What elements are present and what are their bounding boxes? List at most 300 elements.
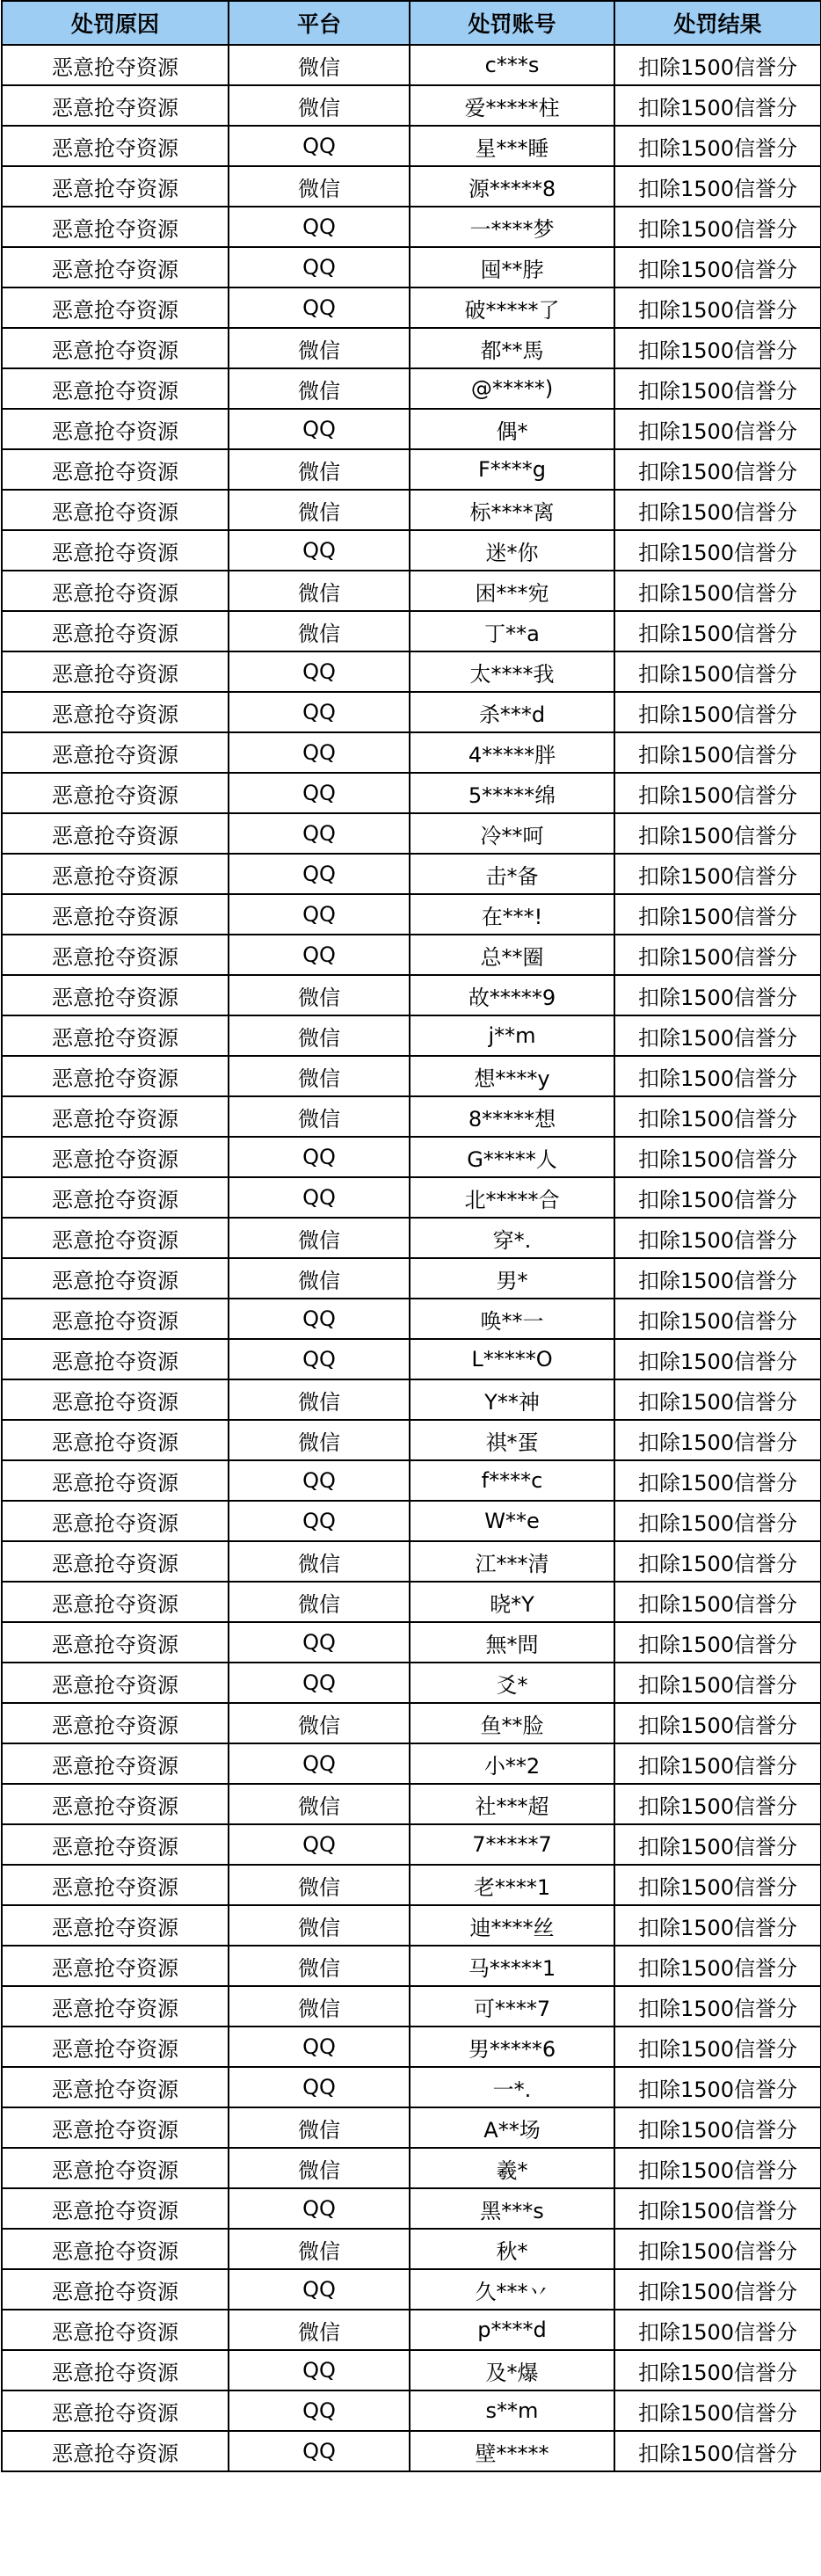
table-row — [2, 1582, 821, 1622]
cell-account: 鱼**脸 — [410, 1703, 614, 1743]
table-row — [2, 1541, 821, 1582]
cell-reason: 恶意抢夺资源 — [2, 1946, 229, 1986]
cell-reason: 恶意抢夺资源 — [2, 1784, 229, 1824]
cell-result: 扣除1500信誉分 — [614, 692, 821, 732]
cell-reason: 恶意抢夺资源 — [2, 1299, 229, 1339]
cell-account: 在***! — [410, 894, 614, 935]
cell-result: 扣除1500信誉分 — [614, 2027, 821, 2067]
cell-result: 扣除1500信誉分 — [614, 1339, 821, 1379]
cell-account: 穿*. — [410, 1218, 614, 1258]
cell-account: 星***睡 — [410, 126, 614, 166]
cell-result: 扣除1500信誉分 — [614, 2269, 821, 2310]
cell-platform: QQ — [229, 854, 410, 894]
cell-platform: 微信 — [229, 1865, 410, 1905]
table-row — [2, 1824, 821, 1865]
cell-result: 扣除1500信誉分 — [614, 530, 821, 571]
cell-account: 囤**脖 — [410, 247, 614, 287]
cell-result: 扣除1500信誉分 — [614, 1703, 821, 1743]
cell-reason: 恶意抢夺资源 — [2, 85, 229, 126]
cell-account: 杀***d — [410, 692, 614, 732]
cell-platform: 微信 — [229, 975, 410, 1015]
cell-reason: 恶意抢夺资源 — [2, 1905, 229, 1946]
cell-platform: 微信 — [229, 1379, 410, 1420]
cell-account: 無*問 — [410, 1622, 614, 1663]
cell-reason: 恶意抢夺资源 — [2, 2229, 229, 2269]
table-row — [2, 651, 821, 692]
cell-result: 扣除1500信誉分 — [614, 85, 821, 126]
cell-reason: 恶意抢夺资源 — [2, 126, 229, 166]
table-row — [2, 1905, 821, 1946]
cell-reason: 恶意抢夺资源 — [2, 692, 229, 732]
cell-result: 扣除1500信誉分 — [614, 1865, 821, 1905]
cell-account: 故*****9 — [410, 975, 614, 1015]
table-row — [2, 207, 821, 247]
cell-result: 扣除1500信誉分 — [614, 2350, 821, 2390]
cell-reason: 恶意抢夺资源 — [2, 1015, 229, 1056]
cell-account: A**场 — [410, 2107, 614, 2148]
cell-platform: QQ — [229, 2188, 410, 2229]
cell-result: 扣除1500信誉分 — [614, 2431, 821, 2471]
cell-platform: 微信 — [229, 328, 410, 368]
cell-account: c***s — [410, 45, 614, 85]
cell-platform: 微信 — [229, 1986, 410, 2027]
table-row — [2, 1218, 821, 1258]
cell-account: 壁***** — [410, 2431, 614, 2471]
cell-platform: QQ — [229, 651, 410, 692]
cell-reason: 恶意抢夺资源 — [2, 2067, 229, 2107]
cell-reason: 恶意抢夺资源 — [2, 1541, 229, 1582]
cell-platform: QQ — [229, 1299, 410, 1339]
cell-result: 扣除1500信誉分 — [614, 975, 821, 1015]
table-row — [2, 1946, 821, 1986]
table-row — [2, 287, 821, 328]
cell-reason: 恶意抢夺资源 — [2, 1218, 229, 1258]
cell-platform: 微信 — [229, 1703, 410, 1743]
cell-result: 扣除1500信誉分 — [614, 611, 821, 651]
cell-result: 扣除1500信誉分 — [614, 207, 821, 247]
cell-result: 扣除1500信誉分 — [614, 1137, 821, 1177]
cell-result: 扣除1500信誉分 — [614, 1824, 821, 1865]
table-row — [2, 611, 821, 651]
cell-reason: 恶意抢夺资源 — [2, 2350, 229, 2390]
cell-platform: 微信 — [229, 166, 410, 207]
cell-reason: 恶意抢夺资源 — [2, 611, 229, 651]
cell-reason: 恶意抢夺资源 — [2, 813, 229, 854]
table-row — [2, 1622, 821, 1663]
cell-reason: 恶意抢夺资源 — [2, 1420, 229, 1460]
cell-account: F****g — [410, 449, 614, 490]
cell-account: 马*****1 — [410, 1946, 614, 1986]
cell-result: 扣除1500信誉分 — [614, 1299, 821, 1339]
table-row — [2, 409, 821, 449]
cell-platform: QQ — [229, 1137, 410, 1177]
header-reason: 处罚原因 — [2, 1, 229, 45]
table-row — [2, 1258, 821, 1299]
cell-reason: 恶意抢夺资源 — [2, 1056, 229, 1096]
cell-result: 扣除1500信誉分 — [614, 1663, 821, 1703]
cell-result: 扣除1500信誉分 — [614, 1177, 821, 1218]
cell-result: 扣除1500信誉分 — [614, 1622, 821, 1663]
cell-platform: QQ — [229, 1177, 410, 1218]
cell-account: 北*****合 — [410, 1177, 614, 1218]
cell-platform: QQ — [229, 1743, 410, 1784]
table-row — [2, 1096, 821, 1137]
cell-platform: QQ — [229, 935, 410, 975]
cell-result: 扣除1500信誉分 — [614, 1379, 821, 1420]
cell-account: 破*****了 — [410, 287, 614, 328]
cell-account: 久***丷 — [410, 2269, 614, 2310]
table-row — [2, 368, 821, 409]
cell-result: 扣除1500信誉分 — [614, 449, 821, 490]
cell-result: 扣除1500信誉分 — [614, 2107, 821, 2148]
cell-account: 秋* — [410, 2229, 614, 2269]
cell-reason: 恶意抢夺资源 — [2, 2188, 229, 2229]
table-row — [2, 2269, 821, 2310]
cell-reason: 恶意抢夺资源 — [2, 1379, 229, 1420]
cell-platform: 微信 — [229, 490, 410, 530]
cell-platform: 微信 — [229, 85, 410, 126]
table-row — [2, 2431, 821, 2471]
cell-platform: 微信 — [229, 449, 410, 490]
table-row — [2, 854, 821, 894]
cell-platform: QQ — [229, 894, 410, 935]
cell-result: 扣除1500信誉分 — [614, 2390, 821, 2431]
penalty-table — [1, 0, 821, 2472]
cell-result: 扣除1500信誉分 — [614, 571, 821, 611]
cell-reason: 恶意抢夺资源 — [2, 1622, 229, 1663]
table-body — [2, 45, 821, 2471]
cell-reason: 恶意抢夺资源 — [2, 449, 229, 490]
table-row — [2, 2067, 821, 2107]
cell-reason: 恶意抢夺资源 — [2, 2107, 229, 2148]
cell-reason: 恶意抢夺资源 — [2, 894, 229, 935]
cell-result: 扣除1500信誉分 — [614, 773, 821, 813]
cell-account: 及*爆 — [410, 2350, 614, 2390]
cell-reason: 恶意抢夺资源 — [2, 2431, 229, 2471]
cell-result: 扣除1500信誉分 — [614, 2229, 821, 2269]
header-platform: 平台 — [229, 1, 410, 45]
cell-account: 老****1 — [410, 1865, 614, 1905]
cell-reason: 恶意抢夺资源 — [2, 490, 229, 530]
cell-account: 江***清 — [410, 1541, 614, 1582]
cell-platform: 微信 — [229, 2310, 410, 2350]
cell-reason: 恶意抢夺资源 — [2, 166, 229, 207]
table-row — [2, 530, 821, 571]
cell-account: 晓*Y — [410, 1582, 614, 1622]
cell-account: 丁**a — [410, 611, 614, 651]
table-row — [2, 328, 821, 368]
table-row — [2, 1703, 821, 1743]
cell-platform: 微信 — [229, 611, 410, 651]
cell-reason: 恶意抢夺资源 — [2, 1703, 229, 1743]
table-row — [2, 2107, 821, 2148]
cell-account: 社***超 — [410, 1784, 614, 1824]
cell-platform: QQ — [229, 1663, 410, 1703]
cell-account: 太****我 — [410, 651, 614, 692]
cell-account: 想****y — [410, 1056, 614, 1096]
cell-platform: QQ — [229, 1501, 410, 1541]
table-header — [2, 1, 821, 45]
cell-result: 扣除1500信誉分 — [614, 1541, 821, 1582]
cell-reason: 恶意抢夺资源 — [2, 409, 229, 449]
cell-platform: 微信 — [229, 571, 410, 611]
table-row — [2, 1420, 821, 1460]
cell-reason: 恶意抢夺资源 — [2, 2390, 229, 2431]
table-row — [2, 975, 821, 1015]
cell-reason: 恶意抢夺资源 — [2, 732, 229, 773]
cell-result: 扣除1500信誉分 — [614, 854, 821, 894]
table-row — [2, 1743, 821, 1784]
table-row — [2, 1865, 821, 1905]
table-row — [2, 45, 821, 85]
cell-reason: 恶意抢夺资源 — [2, 1986, 229, 2027]
cell-account: 迷*你 — [410, 530, 614, 571]
cell-platform: 微信 — [229, 2107, 410, 2148]
cell-reason: 恶意抢夺资源 — [2, 1743, 229, 1784]
cell-account: L*****O — [410, 1339, 614, 1379]
cell-result: 扣除1500信誉分 — [614, 1986, 821, 2027]
cell-reason: 恶意抢夺资源 — [2, 1582, 229, 1622]
cell-account: 爱*****柱 — [410, 85, 614, 126]
cell-reason: 恶意抢夺资源 — [2, 1137, 229, 1177]
table-row — [2, 2188, 821, 2229]
cell-account: 都**馬 — [410, 328, 614, 368]
cell-account: 唤**一 — [410, 1299, 614, 1339]
cell-reason: 恶意抢夺资源 — [2, 328, 229, 368]
table-row — [2, 813, 821, 854]
cell-platform: QQ — [229, 207, 410, 247]
cell-reason: 恶意抢夺资源 — [2, 287, 229, 328]
cell-result: 扣除1500信誉分 — [614, 1743, 821, 1784]
cell-result: 扣除1500信誉分 — [614, 2067, 821, 2107]
cell-account: 一*. — [410, 2067, 614, 2107]
table-row — [2, 449, 821, 490]
cell-account: @*****) — [410, 368, 614, 409]
cell-result: 扣除1500信誉分 — [614, 732, 821, 773]
cell-reason: 恶意抢夺资源 — [2, 1258, 229, 1299]
cell-result: 扣除1500信誉分 — [614, 409, 821, 449]
table-row — [2, 126, 821, 166]
cell-result: 扣除1500信誉分 — [614, 935, 821, 975]
cell-platform: 微信 — [229, 1420, 410, 1460]
cell-result: 扣除1500信誉分 — [614, 1420, 821, 1460]
table-row — [2, 2390, 821, 2431]
cell-reason: 恶意抢夺资源 — [2, 1460, 229, 1501]
cell-platform: QQ — [229, 2350, 410, 2390]
cell-platform: QQ — [229, 2027, 410, 2067]
cell-platform: QQ — [229, 692, 410, 732]
cell-result: 扣除1500信誉分 — [614, 126, 821, 166]
cell-platform: QQ — [229, 2067, 410, 2107]
table-row — [2, 1986, 821, 2027]
cell-result: 扣除1500信誉分 — [614, 1905, 821, 1946]
cell-platform: 微信 — [229, 2148, 410, 2188]
cell-platform: 微信 — [229, 1096, 410, 1137]
table-row — [2, 85, 821, 126]
table-row — [2, 1379, 821, 1420]
table-row — [2, 1784, 821, 1824]
cell-reason: 恶意抢夺资源 — [2, 1339, 229, 1379]
cell-result: 扣除1500信誉分 — [614, 651, 821, 692]
cell-account: f****c — [410, 1460, 614, 1501]
table-row — [2, 490, 821, 530]
cell-result: 扣除1500信誉分 — [614, 2310, 821, 2350]
cell-reason: 恶意抢夺资源 — [2, 854, 229, 894]
cell-result: 扣除1500信誉分 — [614, 1056, 821, 1096]
cell-result: 扣除1500信誉分 — [614, 1218, 821, 1258]
cell-result: 扣除1500信誉分 — [614, 2188, 821, 2229]
cell-result: 扣除1500信誉分 — [614, 1501, 821, 1541]
cell-account: s**m — [410, 2390, 614, 2431]
cell-reason: 恶意抢夺资源 — [2, 1865, 229, 1905]
cell-result: 扣除1500信誉分 — [614, 287, 821, 328]
cell-account: 一****梦 — [410, 207, 614, 247]
cell-platform: QQ — [229, 813, 410, 854]
cell-platform: 微信 — [229, 1784, 410, 1824]
cell-platform: 微信 — [229, 1582, 410, 1622]
cell-result: 扣除1500信誉分 — [614, 813, 821, 854]
cell-reason: 恶意抢夺资源 — [2, 773, 229, 813]
cell-account: 小**2 — [410, 1743, 614, 1784]
table-row — [2, 1056, 821, 1096]
cell-account: 爻* — [410, 1663, 614, 1703]
cell-account: 总**圈 — [410, 935, 614, 975]
cell-account: 男*****6 — [410, 2027, 614, 2067]
table-row — [2, 2350, 821, 2390]
cell-account: 困***宛 — [410, 571, 614, 611]
cell-reason: 恶意抢夺资源 — [2, 651, 229, 692]
cell-result: 扣除1500信誉分 — [614, 1460, 821, 1501]
table-row — [2, 2027, 821, 2067]
table-row — [2, 2310, 821, 2350]
cell-platform: QQ — [229, 1824, 410, 1865]
table-row — [2, 1460, 821, 1501]
cell-platform: 微信 — [229, 1218, 410, 1258]
cell-result: 扣除1500信誉分 — [614, 1582, 821, 1622]
cell-account: W**e — [410, 1501, 614, 1541]
cell-reason: 恶意抢夺资源 — [2, 935, 229, 975]
cell-account: 黑***s — [410, 2188, 614, 2229]
cell-result: 扣除1500信誉分 — [614, 45, 821, 85]
header-account: 处罚账号 — [410, 1, 614, 45]
cell-result: 扣除1500信誉分 — [614, 1015, 821, 1056]
table-row — [2, 2229, 821, 2269]
cell-reason: 恶意抢夺资源 — [2, 2269, 229, 2310]
table-row — [2, 1663, 821, 1703]
cell-reason: 恶意抢夺资源 — [2, 2310, 229, 2350]
cell-platform: 微信 — [229, 1946, 410, 1986]
cell-account: 标****离 — [410, 490, 614, 530]
cell-reason: 恶意抢夺资源 — [2, 45, 229, 85]
cell-account: 源*****8 — [410, 166, 614, 207]
table-row — [2, 773, 821, 813]
cell-platform: 微信 — [229, 1541, 410, 1582]
table-row — [2, 1339, 821, 1379]
cell-reason: 恶意抢夺资源 — [2, 368, 229, 409]
cell-account: G*****人 — [410, 1137, 614, 1177]
cell-reason: 恶意抢夺资源 — [2, 1501, 229, 1541]
cell-platform: 微信 — [229, 1056, 410, 1096]
cell-reason: 恶意抢夺资源 — [2, 1824, 229, 1865]
cell-platform: QQ — [229, 1622, 410, 1663]
cell-account: Y**神 — [410, 1379, 614, 1420]
cell-result: 扣除1500信誉分 — [614, 368, 821, 409]
cell-reason: 恶意抢夺资源 — [2, 1663, 229, 1703]
cell-account: 5*****绵 — [410, 773, 614, 813]
table-row — [2, 571, 821, 611]
cell-platform: 微信 — [229, 2229, 410, 2269]
table-row — [2, 894, 821, 935]
cell-platform: QQ — [229, 247, 410, 287]
cell-reason: 恶意抢夺资源 — [2, 1096, 229, 1137]
cell-account: j**m — [410, 1015, 614, 1056]
cell-result: 扣除1500信誉分 — [614, 1784, 821, 1824]
cell-platform: QQ — [229, 1460, 410, 1501]
cell-platform: QQ — [229, 409, 410, 449]
table-row — [2, 1177, 821, 1218]
cell-platform: 微信 — [229, 368, 410, 409]
cell-result: 扣除1500信誉分 — [614, 1096, 821, 1137]
cell-reason: 恶意抢夺资源 — [2, 2027, 229, 2067]
table-row — [2, 247, 821, 287]
table-row — [2, 732, 821, 773]
cell-account: 7*****7 — [410, 1824, 614, 1865]
cell-platform: 微信 — [229, 45, 410, 85]
cell-account: 迪****丝 — [410, 1905, 614, 1946]
table-row — [2, 935, 821, 975]
cell-account: 击*备 — [410, 854, 614, 894]
cell-account: 8*****想 — [410, 1096, 614, 1137]
cell-platform: QQ — [229, 732, 410, 773]
cell-result: 扣除1500信誉分 — [614, 328, 821, 368]
cell-reason: 恶意抢夺资源 — [2, 207, 229, 247]
table-row — [2, 1137, 821, 1177]
cell-account: 祺*蛋 — [410, 1420, 614, 1460]
cell-platform: QQ — [229, 2269, 410, 2310]
cell-result: 扣除1500信誉分 — [614, 490, 821, 530]
cell-reason: 恶意抢夺资源 — [2, 571, 229, 611]
cell-result: 扣除1500信誉分 — [614, 166, 821, 207]
cell-platform: 微信 — [229, 1258, 410, 1299]
cell-account: 偶* — [410, 409, 614, 449]
cell-platform: QQ — [229, 773, 410, 813]
cell-platform: QQ — [229, 2431, 410, 2471]
table-row — [2, 1299, 821, 1339]
table-row — [2, 1501, 821, 1541]
cell-result: 扣除1500信誉分 — [614, 1258, 821, 1299]
cell-reason: 恶意抢夺资源 — [2, 2148, 229, 2188]
table-row — [2, 1015, 821, 1056]
cell-reason: 恶意抢夺资源 — [2, 530, 229, 571]
table-row — [2, 166, 821, 207]
table-row — [2, 692, 821, 732]
cell-account: p****d — [410, 2310, 614, 2350]
cell-result: 扣除1500信誉分 — [614, 247, 821, 287]
cell-account: 冷**呵 — [410, 813, 614, 854]
cell-platform: 微信 — [229, 1015, 410, 1056]
table-row — [2, 2148, 821, 2188]
cell-account: 羲* — [410, 2148, 614, 2188]
cell-account: 可****7 — [410, 1986, 614, 2027]
cell-result: 扣除1500信誉分 — [614, 2148, 821, 2188]
cell-reason: 恶意抢夺资源 — [2, 975, 229, 1015]
cell-platform: QQ — [229, 530, 410, 571]
cell-account: 男* — [410, 1258, 614, 1299]
cell-platform: QQ — [229, 1339, 410, 1379]
header-result: 处罚结果 — [614, 1, 821, 45]
cell-platform: 微信 — [229, 1905, 410, 1946]
cell-platform: QQ — [229, 287, 410, 328]
